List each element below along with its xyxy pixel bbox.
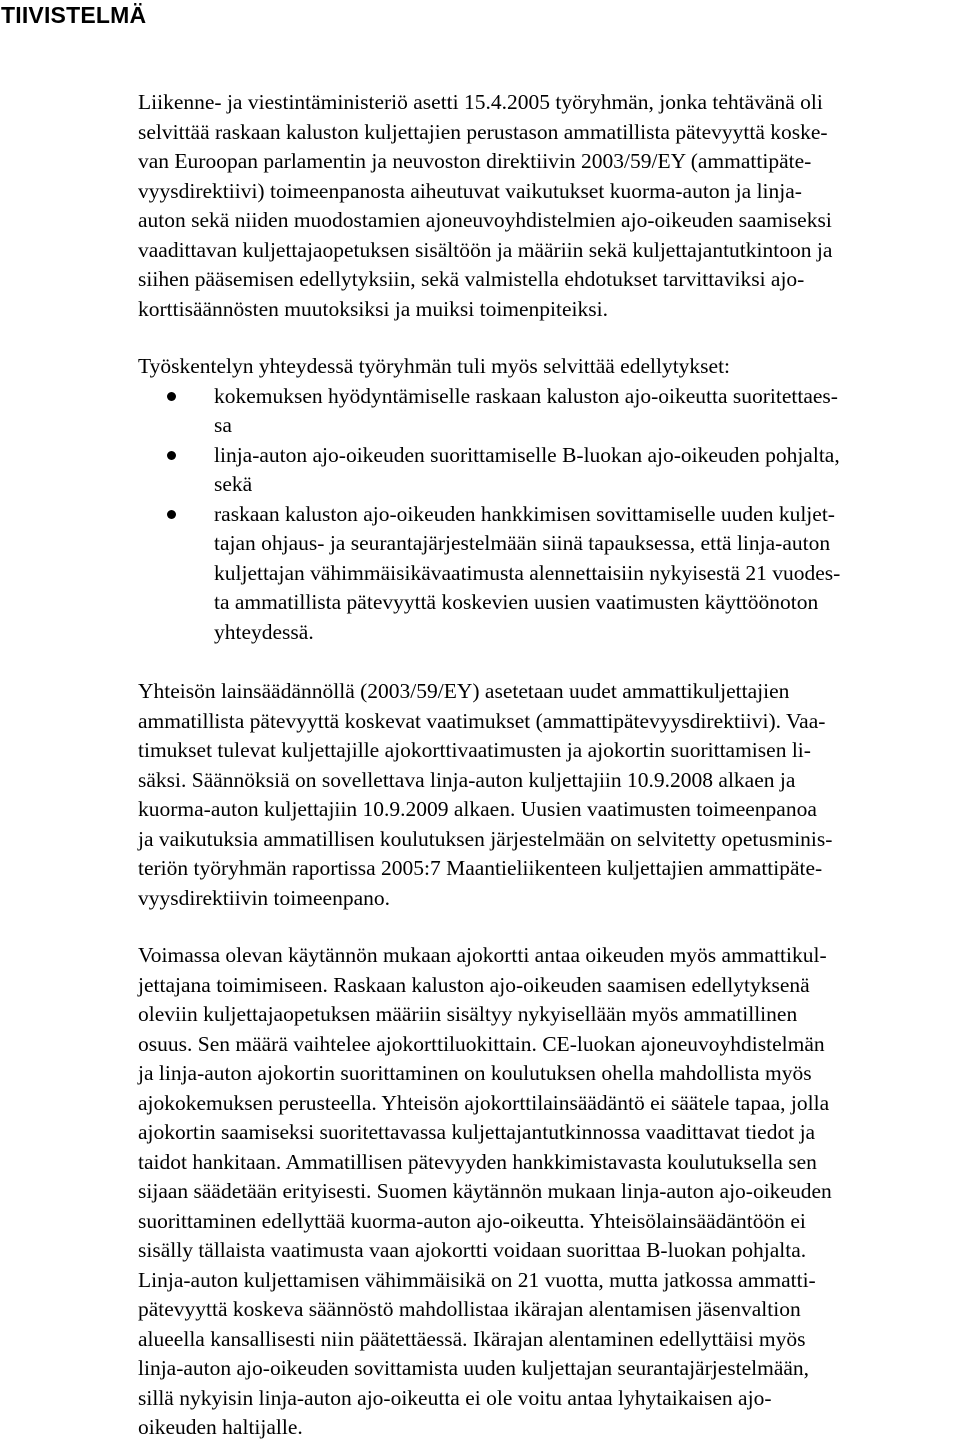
list-item [138, 500, 955, 648]
paragraph-assignment [138, 88, 955, 324]
text-line: van Euroopan parlamentin ja neuvoston direktiivin 2003/59/EY (ammattipäte- [138, 149, 812, 173]
text-line: sijaan säädetään erityisesti. Suomen käytännön mukaan linja-auton ajo-oikeuden [138, 1179, 832, 1203]
text-line: ajokortin saamiseksi suoritettavassa kuljettajantutkinnossa vaadittavat tiedot ja [138, 1120, 816, 1144]
text-line: selvittää raskaan kaluston kuljettajien perustason ammatillista pätevyyttä koske- [138, 119, 828, 144]
text-line: ja vaikutuksia ammatillisen koulutuksen järjestelmään on selvitetty opetusminis- [138, 826, 833, 851]
paragraph-current-practice [138, 941, 955, 1443]
bullet-icon [167, 451, 176, 460]
text-line: osuus. Sen määrä vaihtelee ajokorttiluokittain. CE-luokan ajoneuvoyhdistelmän [138, 1031, 825, 1056]
text-line: jettajana toimimiseen. Raskaan kaluston ajo-oikeuden saamisen edellytyksenä [138, 972, 810, 997]
list-item [138, 382, 955, 441]
document-body [138, 88, 955, 1443]
text-line: korttisäännösten muutoksiksi ja muiksi toimenpiteiksi. [138, 296, 608, 321]
text-line: taidot hankitaan. Ammatillisen pätevyyden hankkimistavasta koulutuksella sen [138, 1149, 817, 1174]
text-line: yhteydessä. [214, 619, 314, 644]
text-line: ajokokemuksen perusteella. Yhteisön ajokorttilainsäädäntö ei säätele tapaa, jolla [138, 1090, 830, 1115]
requirements-list [138, 382, 955, 648]
text-line: vaadittavan kuljettajaopetuksen sisältöön ja määriin sekä kuljettajantutkintoon ja [138, 237, 833, 262]
text-line: linja-auton ajo-oikeuden sovittamista uuden kuljettajan seurantajärjestelmään, [138, 1356, 810, 1380]
bullet-icon [167, 392, 176, 401]
text-line: Yhteisön lainsäädännöllä (2003/59/EY) asetetaan uudet ammattikuljettajien [138, 679, 790, 703]
text-line: oleviin kuljettajaopetuksen määriin sisältyy nykyisellään myös ammatillinen [138, 1002, 798, 1026]
text-line: pätevyyttä koskeva säännöstö mahdollistaa ikärajan alentamisen jäsenvaltion [138, 1297, 801, 1321]
paragraph-legislation [138, 677, 955, 913]
text-line: kokemuksen hyödyntämiselle raskaan kaluston ajo-oikeutta suoritettaes- [214, 383, 838, 408]
list-intro: Työskentelyn yhteydessä työryhmän tuli myös selvittää edellytykset: [138, 354, 731, 378]
text-line: Liikenne- ja viestintäministeriö asetti 15.4.2005 työryhmän, jonka tehtävänä oli [138, 90, 823, 114]
text-line: sekä [214, 472, 253, 496]
text-line: ammatillista pätevyyttä koskevat vaatimukset (ammattipätevyysdirektiivi). Vaa- [138, 708, 826, 733]
text-line: teriön työryhmän raportissa 2005:7 Maantieliikenteen kuljettajien ammattipäte- [138, 856, 823, 880]
text-line: ja linja-auton ajokortin suorittaminen on koulutuksen ohella mahdollista myös [138, 1061, 812, 1085]
requirements-section [138, 352, 955, 647]
text-line: sisälly tällaista vaatimusta vaan ajokortti voidaan suorittaa B-luokan pohjalta. [138, 1238, 807, 1262]
text-line: linja-auton ajo-oikeuden suorittamiselle B-luokan ajo-oikeuden pohjalta, [214, 442, 840, 467]
text-line: säksi. Säännöksiä on sovellettava linja-auton kuljettajiin 10.9.2008 alkaen ja [138, 767, 796, 792]
text-line: Linja-auton kuljettamisen vähimmäisikä on 21 vuotta, mutta jatkossa ammatti- [138, 1267, 816, 1292]
text-line: oikeuden haltijalle. [138, 1415, 303, 1439]
text-line: alueella kansallisesti niin päätettäessä. Ikärajan alentaminen edellyttäisi myös [138, 1326, 806, 1351]
page-title: TIIVISTELMÄ [1, 2, 147, 28]
text-line: ta ammatillista pätevyyttä koskevien uusien vaatimusten käyttöönoton [214, 590, 819, 614]
text-line: sillä nykyisin linja-auton ajo-oikeutta ei ole voitu antaa lyhytaikaisen ajo- [138, 1385, 772, 1410]
text-line: tajan ohjaus- ja seurantajärjestelmään siinä tapauksessa, että linja-auton [214, 531, 831, 555]
text-line: Voimassa olevan käytännön mukaan ajokortti antaa oikeuden myös ammattikul- [138, 943, 827, 967]
text-line: raskaan kaluston ajo-oikeuden hankkimisen sovittamiselle uuden kuljet- [214, 501, 835, 526]
text-line: timukset tulevat kuljettajille ajokorttivaatimusten ja ajokortin suorittamisen li- [138, 738, 811, 762]
text-line: vyysdirektiivin toimeenpano. [138, 885, 390, 910]
text-line: siihen pääsemisen edellytyksiin, sekä valmistella ehdotukset tarvittaviksi ajo- [138, 267, 805, 291]
text-line: auton sekä niiden muodostamien ajoneuvoyhdistelmien ajo-oikeuden saamiseksi [138, 208, 832, 232]
text-line: suorittaminen edellyttää kuorma-auton ajo-oikeutta. Yhteisölainsäädäntöön ei [138, 1208, 806, 1233]
text-line: kuljettajan vähimmäisikävaatimusta alennettaisiin nykyisestä 21 vuodes- [214, 560, 841, 585]
text-line: sa [214, 413, 232, 437]
text-line: vyysdirektiivi) toimeenpanosta aiheutuvat vaikutukset kuorma-auton ja linja- [138, 178, 802, 203]
list-item [138, 441, 955, 500]
bullet-icon [167, 510, 176, 519]
text-line: kuorma-auton kuljettajiin 10.9.2009 alkaen. Uusien vaatimusten toimeenpanoa [138, 797, 817, 821]
